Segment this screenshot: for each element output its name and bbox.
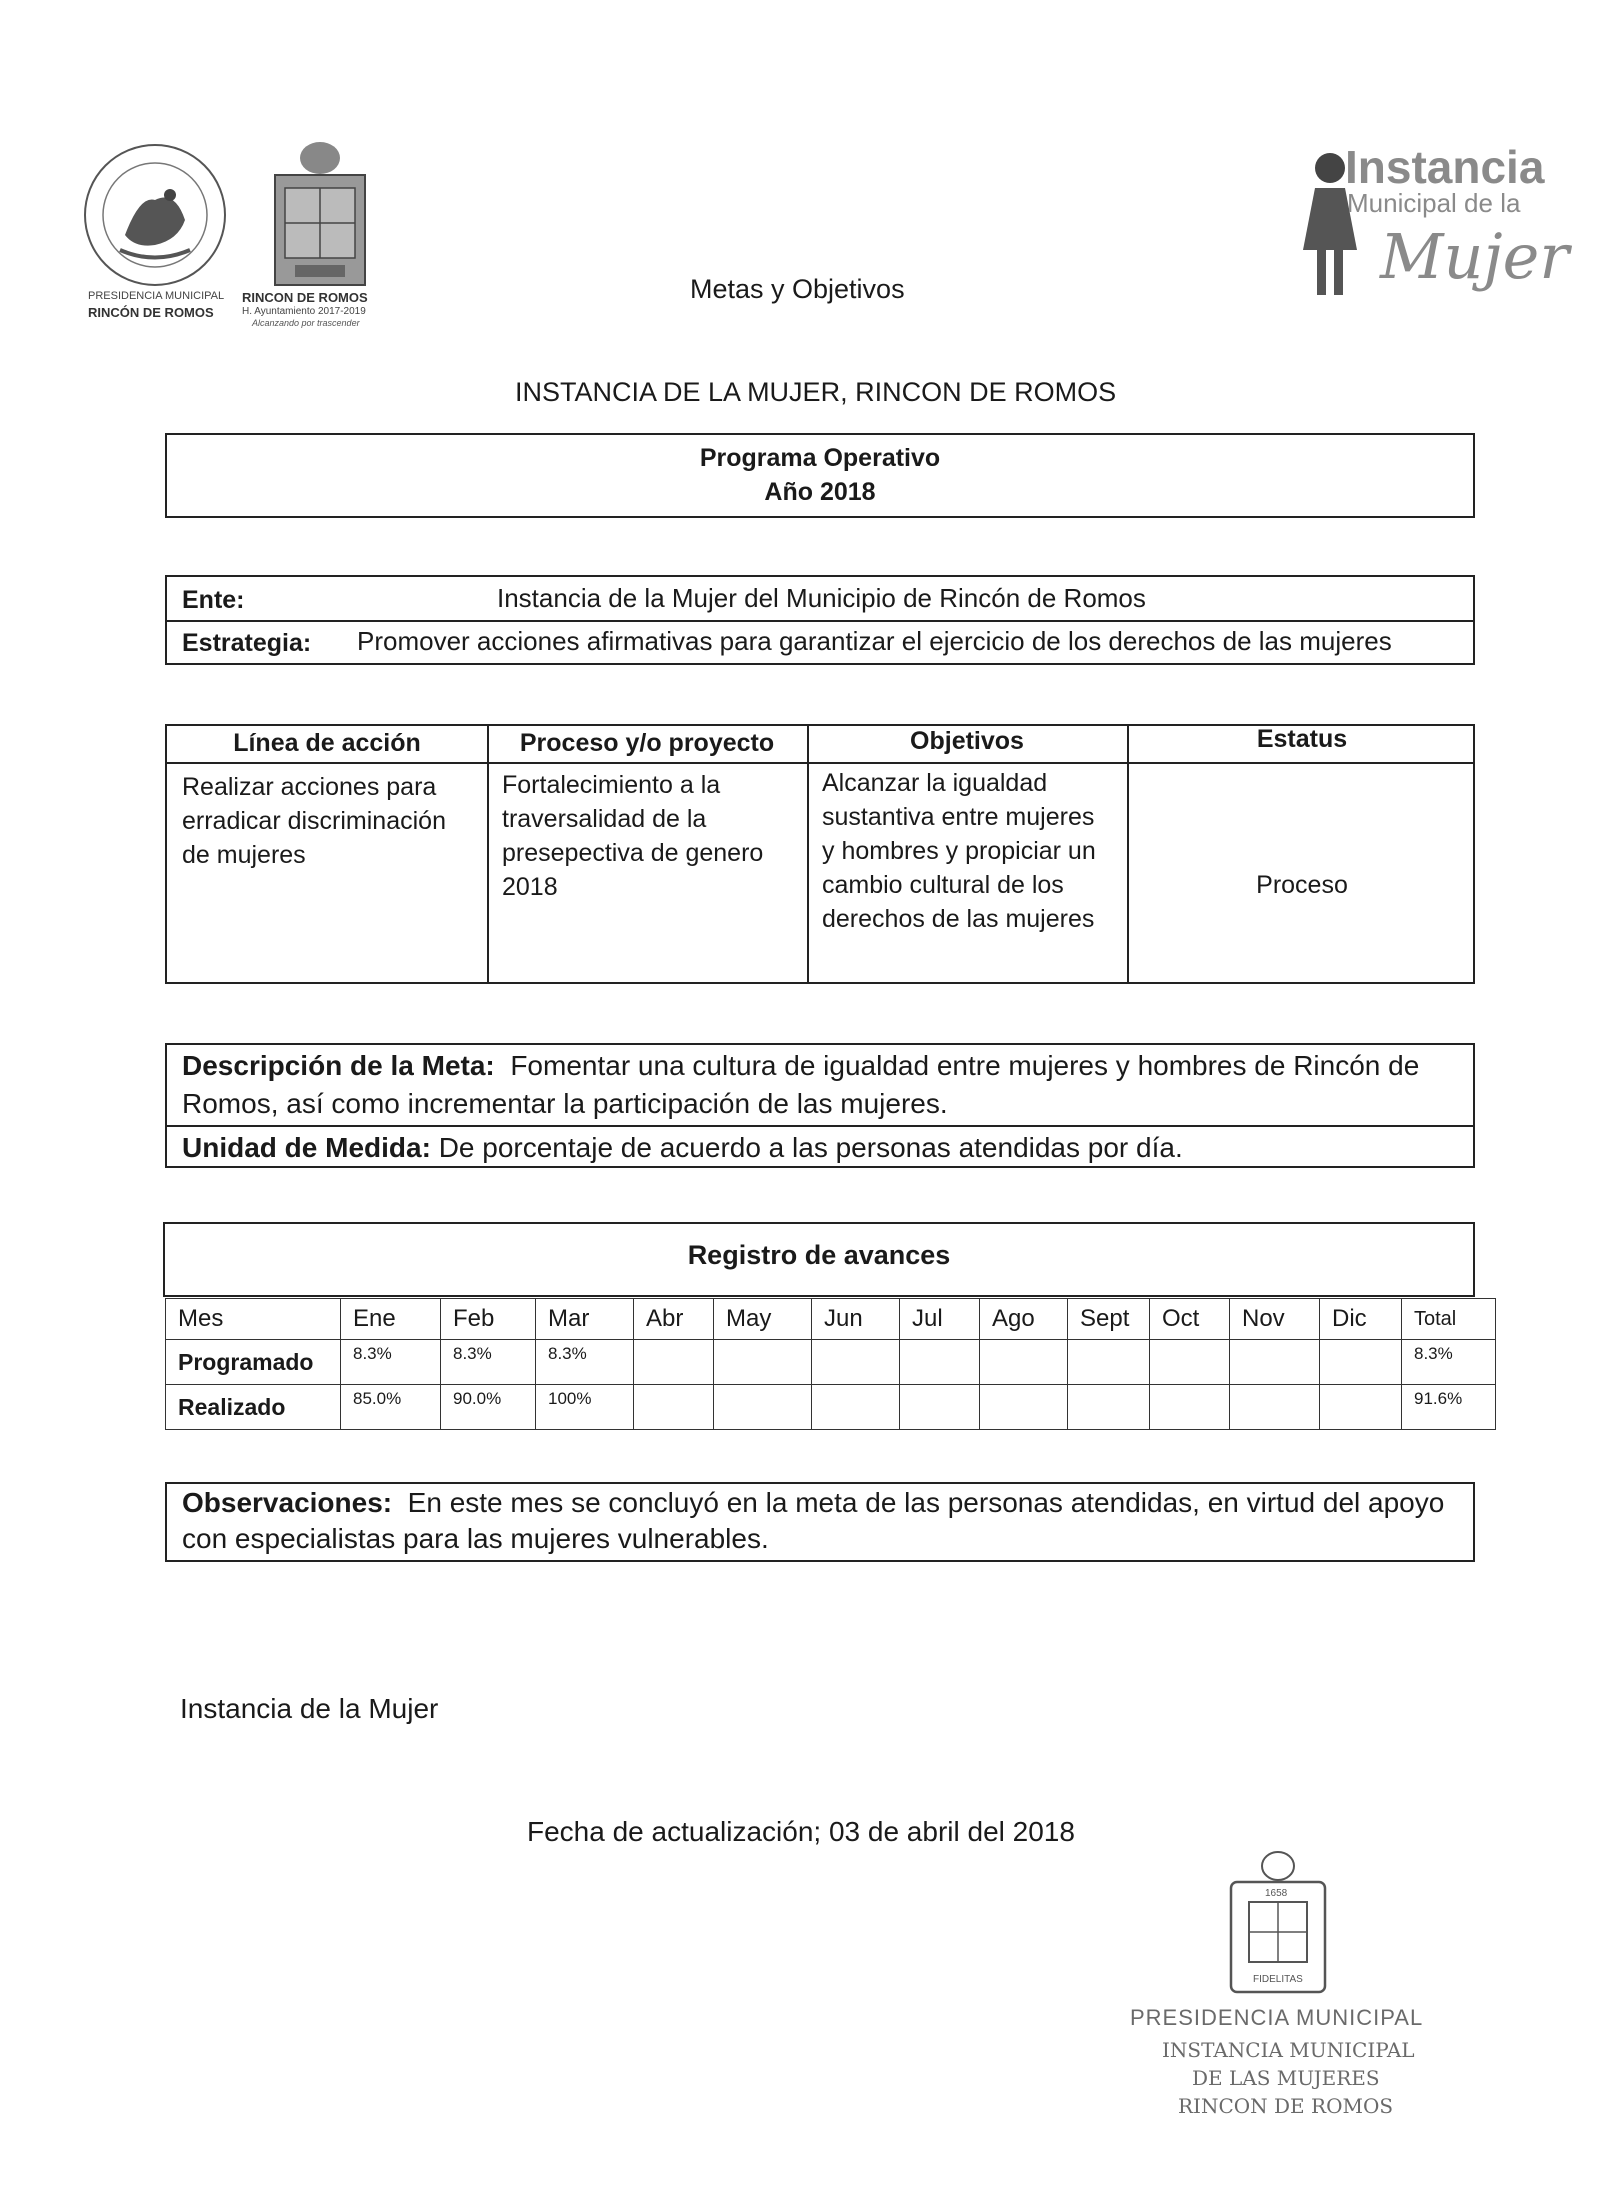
estrategia-label: Estrategia: (182, 629, 312, 657)
col-jun: Jun (812, 1299, 900, 1340)
proceso-line: 2018 (502, 873, 558, 901)
col-ago: Ago (980, 1299, 1068, 1340)
objetivos-line: y hombres y propiciar un (822, 837, 1096, 865)
cell-value (1320, 1340, 1402, 1385)
ente-label: Ente: (182, 586, 245, 614)
obs-value-1: En este mes se concluyó en la meta de las personas atendidas, en virtud del apoyo (407, 1487, 1445, 1518)
proceso-line: presepectiva de genero (502, 839, 764, 867)
logo-line-2: Municipal de la (1347, 188, 1521, 218)
stamp-seal-motto: FIDELITAS (1253, 1974, 1303, 1985)
cell-value (1320, 1385, 1402, 1430)
col-mar: Mar (536, 1299, 634, 1340)
row-label-programado: Programado (166, 1340, 341, 1385)
rincon-coat-of-arms (240, 140, 400, 330)
col-feb: Feb (441, 1299, 536, 1340)
col-total: Total (1402, 1299, 1496, 1340)
col-divider-1 (487, 726, 489, 982)
unidad-label: Unidad de Medida: (182, 1132, 431, 1163)
stamp-line-1: PRESIDENCIA MUNICIPAL (1130, 2005, 1424, 2030)
program-line-2: Año 2018 (764, 478, 876, 506)
obs-label: Observaciones: (182, 1487, 393, 1518)
mexico-seal-logo (80, 140, 230, 320)
cell-total: 8.3% (1402, 1340, 1496, 1385)
col-may: May (714, 1299, 812, 1340)
stamp-line-3: DE LAS MUJERES (1192, 2066, 1380, 2090)
cell-linea (182, 770, 482, 872)
cell-value (1150, 1385, 1230, 1430)
cell-value (812, 1385, 900, 1430)
col-sept: Sept (1068, 1299, 1150, 1340)
estrategia-value: Promover acciones afirmativas para garantizar el ejercicio de los derechos de las mujeres (357, 626, 1392, 656)
action-header-divider (167, 762, 1473, 764)
objetivos-line: Alcanzar la igualdad (822, 769, 1048, 797)
unidad-value: De porcentaje de acuerdo a las personas atendidas por día. (438, 1132, 1183, 1163)
instancia-mujer-logo (1295, 140, 1569, 340)
header-objetivos: Objetivos (910, 727, 1024, 755)
cell-value (1068, 1385, 1150, 1430)
cell-objetivos (822, 766, 1122, 936)
ente-value: Instancia de la Mujer del Municipio de Rincón de Romos (497, 583, 1146, 613)
coat-caption-2: H. Ayuntamiento 2017-2019 (242, 306, 366, 317)
stamp-seal-year: 1658 (1265, 1888, 1288, 1899)
col-abr: Abr (634, 1299, 714, 1340)
registro-table (165, 1298, 1496, 1430)
stamp-line-2: INSTANCIA MUNICIPAL (1162, 2038, 1415, 2062)
stamp-line-4: RINCON DE ROMOS (1178, 2094, 1394, 2118)
meta-divider (167, 1125, 1473, 1127)
info-divider (167, 620, 1473, 622)
desc-value-1: Fomentar una cultura de igualdad entre mujeres y hombres de Rincón de (510, 1050, 1420, 1081)
table-row (166, 1340, 1496, 1385)
desc-value-2: Romos, así como incrementar la participación de las mujeres. (182, 1088, 948, 1119)
cell-value (980, 1340, 1068, 1385)
doc-title: Metas y Objetivos (690, 274, 905, 304)
logo-line-3: Mujer (1380, 220, 1569, 293)
institution-heading: INSTANCIA DE LA MUJER, RINCON DE ROMOS (515, 377, 1117, 407)
cell-value (1068, 1340, 1150, 1385)
desc-label: Descripción de la Meta: (182, 1050, 495, 1081)
cell-value (980, 1385, 1068, 1430)
col-divider-2 (807, 726, 809, 982)
cell-proceso (502, 768, 802, 904)
cell-value (900, 1385, 980, 1430)
linea-line: Realizar acciones para (182, 773, 437, 801)
cell-value: 100% (536, 1385, 634, 1430)
col-divider-3 (1127, 726, 1129, 982)
registro-title: Registro de avances (687, 1240, 951, 1270)
coat-caption-1: RINCON DE ROMOS (242, 290, 368, 305)
meta-unidad (182, 1131, 1183, 1165)
cell-value: 8.3% (441, 1340, 536, 1385)
header-estatus: Estatus (1256, 725, 1348, 753)
program-box (165, 433, 1475, 518)
proceso-line: Fortalecimiento a la (502, 771, 721, 799)
proceso-line: traversalidad de la (502, 805, 707, 833)
objetivos-line: sustantiva entre mujeres (822, 803, 1095, 831)
cell-value (1230, 1340, 1320, 1385)
fecha-actualizacion: Fecha de actualización; 03 de abril del 2018 (527, 1816, 1075, 1847)
observaciones-box (165, 1482, 1475, 1562)
col-mes: Mes (166, 1299, 341, 1340)
cell-total: 91.6% (1402, 1385, 1496, 1430)
official-stamp (1130, 1850, 1450, 2140)
table-row (166, 1385, 1496, 1430)
obs-line-1 (182, 1486, 1444, 1520)
col-nov: Nov (1230, 1299, 1320, 1340)
col-jul: Jul (900, 1299, 980, 1340)
coat-caption-3: Alcanzando por trascender (252, 318, 360, 328)
registro-title-box (163, 1222, 1475, 1297)
cell-value (714, 1340, 812, 1385)
eagle-seal-icon (80, 140, 230, 290)
cell-value: 8.3% (341, 1340, 441, 1385)
meta-desc-line-1 (182, 1049, 1419, 1083)
cell-value: 8.3% (536, 1340, 634, 1385)
objetivos-line: derechos de las mujeres (822, 905, 1095, 933)
info-box (165, 575, 1475, 665)
linea-line: de mujeres (182, 841, 306, 869)
logo-line-1: Instancia (1345, 141, 1545, 193)
cell-value (1150, 1340, 1230, 1385)
meta-box (165, 1043, 1475, 1168)
col-oct: Oct (1150, 1299, 1230, 1340)
col-ene: Ene (341, 1299, 441, 1340)
cell-value: 85.0% (341, 1385, 441, 1430)
cell-value (634, 1340, 714, 1385)
col-dic: Dic (1320, 1299, 1402, 1340)
linea-line: erradicar discriminación (182, 807, 446, 835)
row-label-realizado: Realizado (166, 1385, 341, 1430)
obs-value-2: con especialistas para las mujeres vulnerables. (182, 1523, 769, 1554)
objetivos-line: cambio cultural de los (822, 871, 1064, 899)
header-linea: Línea de acción (233, 729, 421, 757)
cell-estatus: Proceso (1256, 871, 1348, 899)
cell-value (634, 1385, 714, 1430)
program-line-1: Programa Operativo (699, 444, 941, 472)
cell-value (714, 1385, 812, 1430)
signature-text: Instancia de la Mujer (180, 1693, 439, 1724)
coat-of-arms-icon (265, 140, 375, 290)
cell-value (812, 1340, 900, 1385)
cell-value (900, 1340, 980, 1385)
cell-value (1230, 1385, 1320, 1430)
table-row (166, 1299, 1496, 1340)
seal-caption-1: PRESIDENCIA MUNICIPAL (88, 290, 225, 302)
seal-caption-2: RINCÓN DE ROMOS (88, 305, 214, 320)
cell-value: 90.0% (441, 1385, 536, 1430)
header-proceso: Proceso y/o proyecto (519, 729, 775, 757)
action-table (165, 724, 1475, 984)
